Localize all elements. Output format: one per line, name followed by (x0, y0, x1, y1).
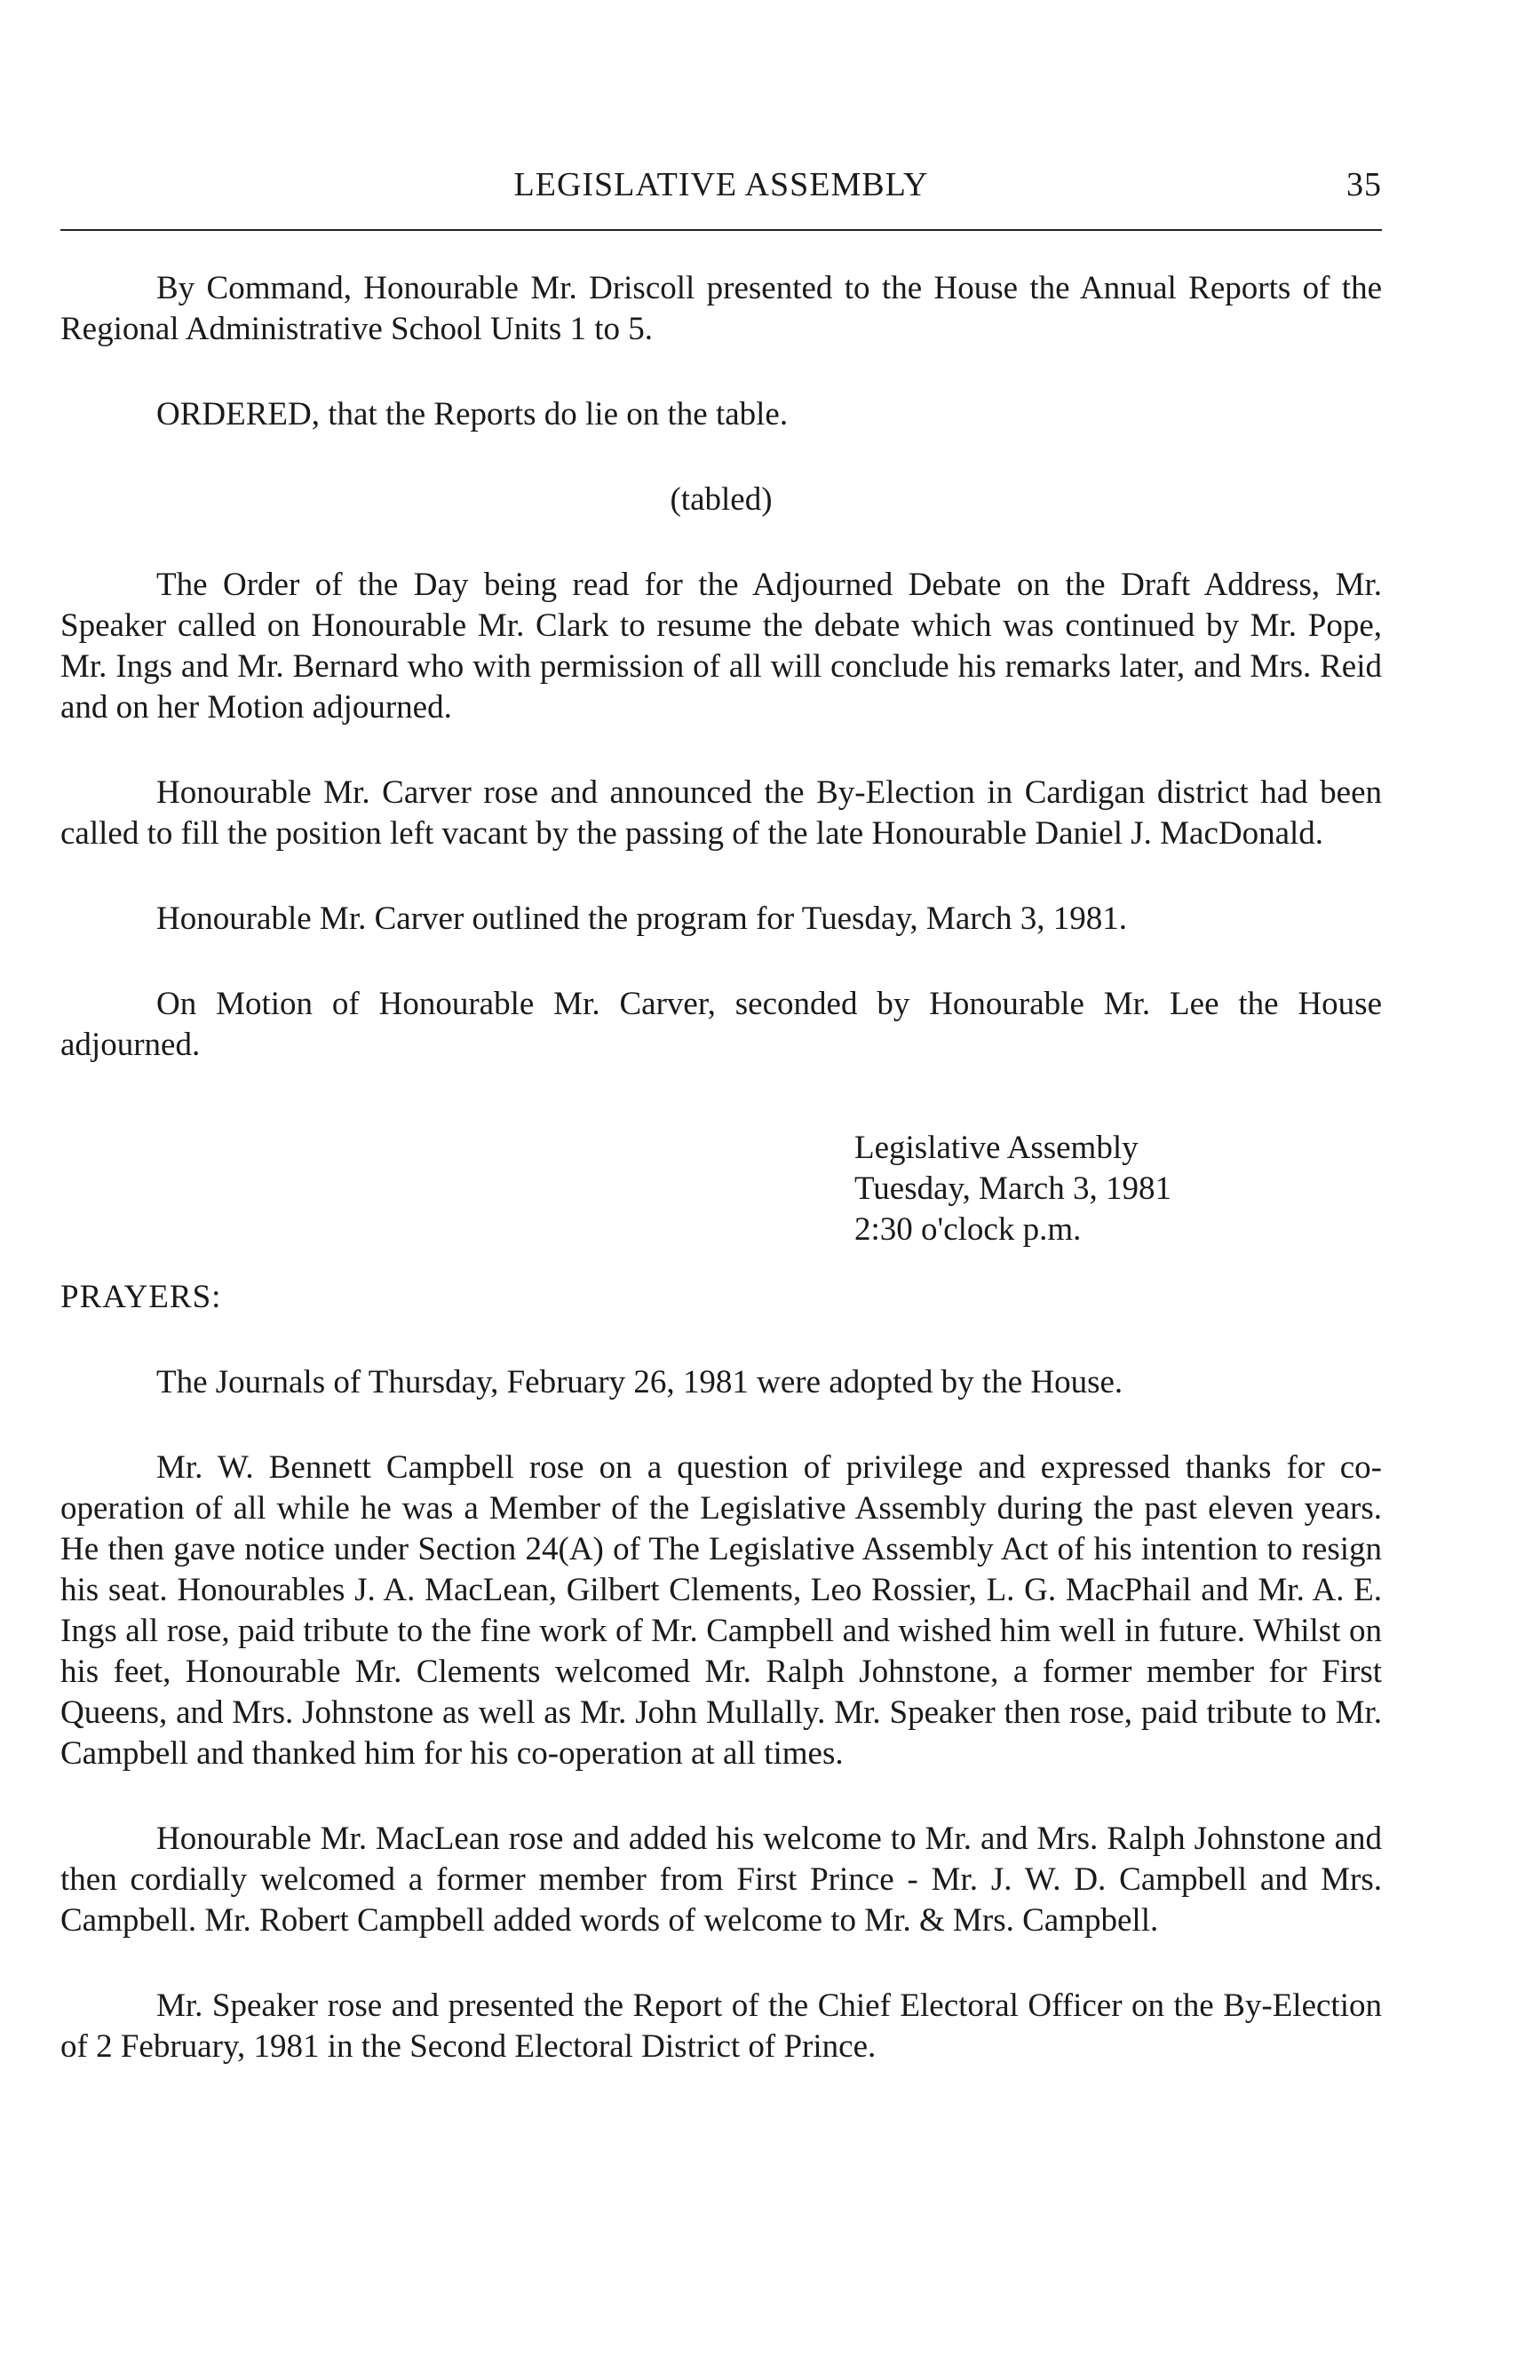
paragraph-maclean-welcome: Honourable Mr. MacLean rose and added his welcome to Mr. and Mrs. Ralph Johnstone and then cordially welcomed a former member from First Prince - Mr. J. W. D. Campbell and Mrs. Campbell. Mr. Robert Campbell added words of welcome to Mr. & Mrs. Campbell. (60, 1821, 1382, 1939)
paragraph-house-adjourned: On Motion of Honourable Mr. Carver, seconded by Honourable Mr. Lee the House adjourned. (60, 986, 1382, 1063)
running-title: LEGISLATIVE ASSEMBLY (513, 166, 929, 203)
paragraph-journals-adopted: The Journals of Thursday, February 26, 1981 were adopted by the House. (156, 1364, 1123, 1400)
paragraph-electoral-report: Mr. Speaker rose and presented the Report of the Chief Electoral Officer on the By-Election of 2 February, 1981 in the Second Electoral District of Prince. (60, 1987, 1382, 2065)
paragraph-annual-reports: By Command, Honourable Mr. Driscoll presented to the House the Annual Reports of the Regional Administrative School Units 1 to 5. (60, 270, 1382, 347)
paragraph-campbell-privilege: Mr. W. Bennett Campbell rose on a question of privilege and expressed thanks for co-operation of all while he was a Member of the Legislative Assembly during the past eleven years. He then gave notice under Section 24(A) of The Legislative Assembly Act of his intention to resign his seat. Honourables J. A. MacLean, Gilbert Clements, Leo Rossier, L. G. MacPhail and Mr. A. E. Ings all rose, paid tribute to the fine work of Mr. Campbell and wished him well in future. Whilst on his feet, Honourable Mr. Clements welcomed Mr. Ralph Johnstone, a former member for First Queens, and Mrs. Johnstone as well as Mr. John Mullally. Mr. Speaker then rose, paid tribute to Mr. Campbell and thanked him for his co-operation at all times. (60, 1449, 1382, 1772)
prayers-heading: PRAYERS: (60, 1279, 222, 1315)
sitting-dateline (854, 1128, 1382, 1250)
paragraph-by-election: Honourable Mr. Carver rose and announced the By-Election in Cardigan district had been called to fill the position left vacant by the passing of the late Honourable Daniel J. MacDonald. (60, 774, 1382, 852)
dateline-time: 2:30 o'clock p.m. (854, 1211, 1082, 1248)
journal-page (60, 165, 1382, 2112)
paragraph-ordered: ORDERED, that the Reports do lie on the table. (156, 396, 789, 432)
journal-body (60, 268, 1382, 2067)
paragraph-program: Honourable Mr. Carver outlined the program for Tuesday, March 3, 1981. (156, 900, 1127, 937)
header-rule (60, 229, 1382, 231)
paragraph-adjourned-debate: The Order of the Day being read for the Adjourned Debate on the Draft Address, Mr. Speaker called on Honourable Mr. Clark to resume the debate which was continued by Mr. Pope, Mr. Ings and Mr. Bernard who with permission of all will conclude his remarks later, and Mrs. Reid and on her Motion adjourned. (60, 567, 1382, 726)
page-header (60, 165, 1382, 211)
dateline-date: Tuesday, March 3, 1981 (854, 1170, 1171, 1207)
page-number: 35 (1346, 166, 1382, 203)
tabled-note: (tabled) (670, 481, 773, 518)
dateline-assembly: Legislative Assembly (854, 1130, 1139, 1166)
